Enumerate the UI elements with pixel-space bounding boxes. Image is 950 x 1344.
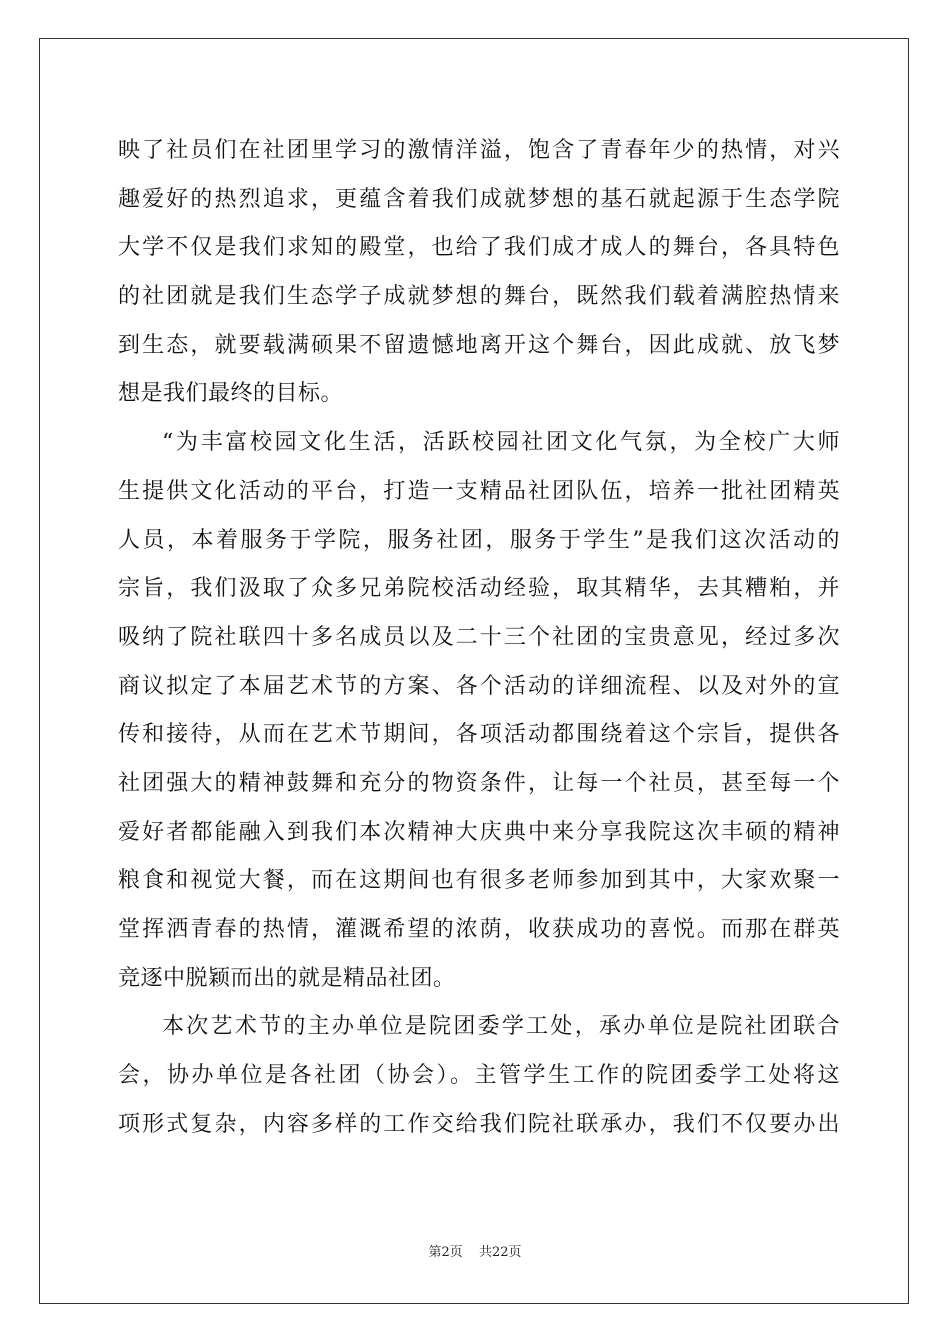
text-line: 堂挥洒青春的热情，灌溉希望的浓荫，收获成功的喜悦。而那在群英 <box>118 917 840 942</box>
page-footer <box>0 1241 950 1260</box>
text-line: 生提供文化活动的平台，打造一支精品社团队伍，培养一批社团精英 <box>118 478 840 504</box>
text-line: 吸纳了院社联四十多名成员以及二十三个社团的宝贵意见，经过多次 <box>118 624 840 650</box>
paragraph <box>118 127 840 419</box>
text-line: 商议拟定了本届艺术节的方案、各个活动的详细流程、以及对外的宣 <box>118 673 840 699</box>
text-line: 的社团就是我们生态学子成就梦想的舞台，既然我们载着满腔热情来 <box>118 284 840 310</box>
text-line: 传和接待，从而在艺术节期间，各项活动都围绕着这个宗旨，提供各 <box>118 722 840 748</box>
page-number: 第2页 <box>428 1245 463 1260</box>
text-line: 会，协办单位是各社团（协会）。主管学生工作的院团委学工处将这 <box>118 1063 840 1089</box>
paragraph <box>118 419 840 1003</box>
text-line: 宗旨，我们汲取了众多兄弟院校活动经验，取其精华，去其糟粕，并 <box>118 576 840 602</box>
text-line: 爱好者都能融入到我们本次精神大庆典中来分享我院这次丰硕的精神 <box>118 819 840 845</box>
text-line: 社团强大的精神鼓舞和充分的物资条件，让每一个社员，甚至每一个 <box>118 770 840 796</box>
text-line: 竞逐中脱颖而出的就是精品社团。 <box>118 965 456 991</box>
text-line: 想是我们最终的目标。 <box>118 381 344 407</box>
page-total: 共22页 <box>478 1245 522 1260</box>
text-line: 到生态，就要载满硕果不留遗憾地离开这个舞台，因此成就、放飞梦 <box>118 332 840 358</box>
text-line: 人员，本着服务于学院，服务社团，服务于学生”是我们这次活动的 <box>118 527 840 553</box>
document-body <box>118 127 840 1149</box>
paragraph <box>118 1003 840 1149</box>
text-line: 趣爱好的热烈追求，更蕴含着我们成就梦想的基石就起源于生态学院 <box>118 186 840 212</box>
text-line: “为丰富校园文化生活，活跃校园社团文化气氛，为全校广大师 <box>162 430 840 456</box>
text-line: 大学不仅是我们求知的殿堂，也给了我们成才成人的舞台，各具特色 <box>118 235 840 261</box>
text-line: 映了社员们在社团里学习的激情洋溢，饱含了青春年少的热情，对兴 <box>118 138 840 163</box>
text-line: 粮食和视觉大餐，而在这期间也有很多老师参加到其中，大家欢聚一 <box>118 868 840 894</box>
text-line: 项形式复杂，内容多样的工作交给我们院社联承办，我们不仅要办出 <box>118 1111 840 1137</box>
text-line: 本次艺术节的主办单位是院团委学工处，承办单位是院社团联合 <box>162 1014 840 1040</box>
